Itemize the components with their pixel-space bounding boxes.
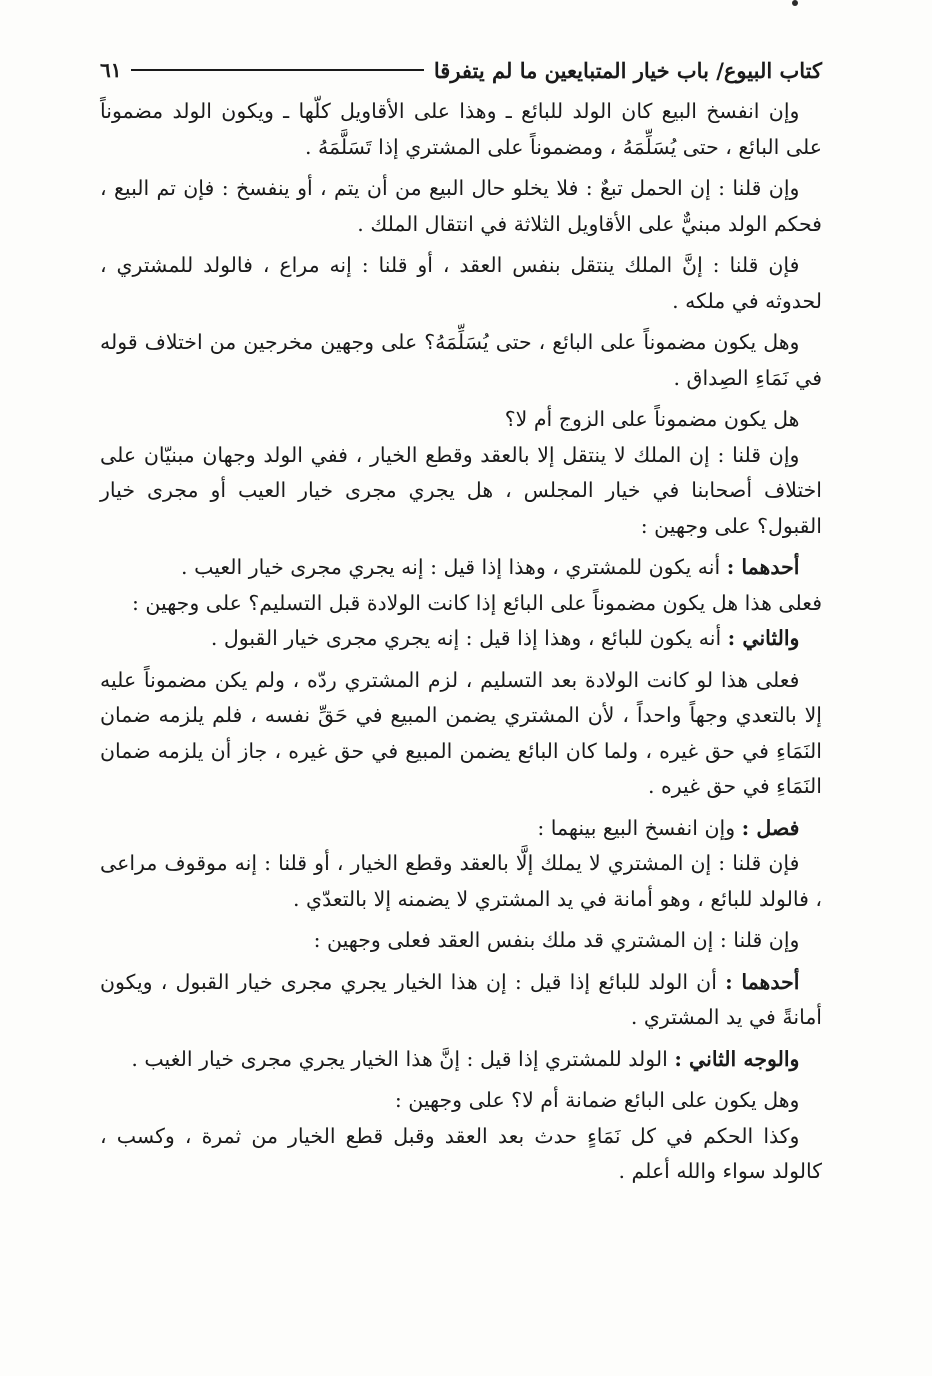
running-header	[100, 50, 822, 90]
paragraph-lead: أحدهما :	[726, 555, 800, 579]
paragraph-9	[100, 621, 822, 657]
scan-speck	[792, 0, 798, 6]
paragraph-17	[100, 1119, 822, 1190]
book-page	[100, 50, 822, 1196]
paragraph-13	[100, 923, 822, 959]
paragraph-text: الولد للمشتري إذا قيل : إنَّ هذا الخيار يجري مجرى خيار الغيب .	[131, 1046, 675, 1071]
paragraph-lead: أحدهما :	[725, 969, 800, 994]
paragraph-text: وهل يكون مضموناً على البائع ، حتى يُسَلِّمَهُ؟ على وجهين مخرجين من اختلاف قوله في نَمَاءِ الصِداق .	[100, 330, 822, 390]
paragraph-1	[100, 94, 822, 165]
paragraph-10	[100, 663, 822, 805]
header-title: كتاب البيوع/ باب خيار المتبايعين ما لم يتفرقا	[433, 57, 822, 83]
paragraph-text: وإن انفسخ البيع بينهما :	[537, 815, 742, 840]
paragraph-lead: والوجه الثاني :	[674, 1046, 800, 1071]
paragraph-text: وهل يكون على البائع ضمانة أم لا؟ على وجهين :	[394, 1088, 800, 1112]
section-heading: فصل :	[741, 815, 800, 840]
paragraph-7	[100, 550, 822, 586]
paragraph-text: أنه يكون للبائع ، وهذا إذا قيل : إنه يجري مجرى خيار القبول .	[210, 626, 728, 650]
paragraph-3	[100, 248, 822, 319]
paragraph-text: أن الولد للبائع إذا قيل : إن هذا الخيار يجري مجرى خيار القبول ، ويكون أمانةً في يد المشتري .	[100, 969, 822, 1029]
paragraph-text: هل يكون مضموناً على الزوج أم لا؟	[504, 407, 800, 431]
paragraph-lead: والثاني :	[727, 626, 800, 650]
paragraph-text: أنه يكون للمشتري ، وهذا إذا قيل : إنه يجري مجرى خيار العيب .	[181, 555, 727, 579]
paragraph-12	[100, 846, 822, 917]
paragraph-text: فعلى هذا هل يكون مضموناً على البائع إذا كانت الولادة قبل التسليم؟ على وجهين :	[131, 590, 822, 615]
paragraph-text: وإن قلنا : إن الحمل تبعٌ : فلا يخلو حال البيع من أن يتم ، أو ينفسخ : فإن تم البيع ، فحكم الولد مبنيٌّ على الأقاويل الثلاثة في انتقال الملك .	[100, 176, 822, 236]
paragraph-8	[100, 586, 822, 622]
header-rule	[131, 69, 423, 71]
page-body	[100, 94, 822, 1190]
paragraph-5	[100, 402, 822, 438]
paragraph-text: وإن قلنا : إن المشتري قد ملك بنفس العقد فعلى وجهين :	[313, 928, 800, 952]
paragraph-16	[100, 1083, 822, 1119]
paragraph-11	[100, 811, 822, 847]
paragraph-4	[100, 325, 822, 396]
paragraph-2	[100, 171, 822, 242]
paragraph-text: وكذا الحكم في كل نَمَاءٍ حدث بعد العقد وقبل قطع الخيار من ثمرة ، وكسب ، كالولد سواء والله أعلم .	[100, 1123, 822, 1183]
paragraph-text: فإن قلنا : إن المشتري لا يملك إلَّا بالعقد وقطع الخيار ، أو قلنا : إنه موقوف مراعى ، فالولد للبائع ، وهو أمانة في يد المشتري لا يضمنه إلا بالتعدّي .	[100, 851, 822, 911]
page-number: ٦١	[100, 58, 122, 82]
paragraph-text: فإن قلنا : إنَّ الملك ينتقل بنفس العقد ، أو قلنا : إنه مراع ، فالولد للمشتري ، لحدوثه في ملكه .	[100, 253, 822, 313]
paragraph-text: وإن قلنا : إن الملك لا ينتقل إلا بالعقد وقطع الخيار ، ففي الولد وجهان مبنيّان على اختلاف أصحابنا في خيار المجلس ، هل يجري مجرى خيار العيب أو مجرى خيار القبول؟ على وجهين :	[100, 442, 822, 538]
paragraph-14	[100, 965, 822, 1036]
paragraph-6	[100, 438, 822, 545]
paragraph-15	[100, 1042, 822, 1078]
paragraph-text: وإن انفسخ البيع كان الولد للبائع ـ وهذا على الأقاويل كلّها ـ ويكون الولد مضموناً على البائع ، حتى يُسَلِّمَهُ ، ومضموناً على المشتري إذا تَسَلَّمَهُ .	[100, 99, 822, 159]
paragraph-text: فعلى هذا لو كانت الولادة بعد التسليم ، لزم المشتري ردّه ، ولم يكن مضموناً عليه إلا بالتعدي وجهاً واحداً ، لأن المشتري يضمن المبيع في حَقِّ نفسه ، فلم يلزمه ضمان النَمَاءِ في حق غيره ، ولما كان البائع يضمن المبيع في حق غيره ، جاز أن يلزمه ضمان النَمَاءِ في حق غيره .	[100, 667, 822, 798]
